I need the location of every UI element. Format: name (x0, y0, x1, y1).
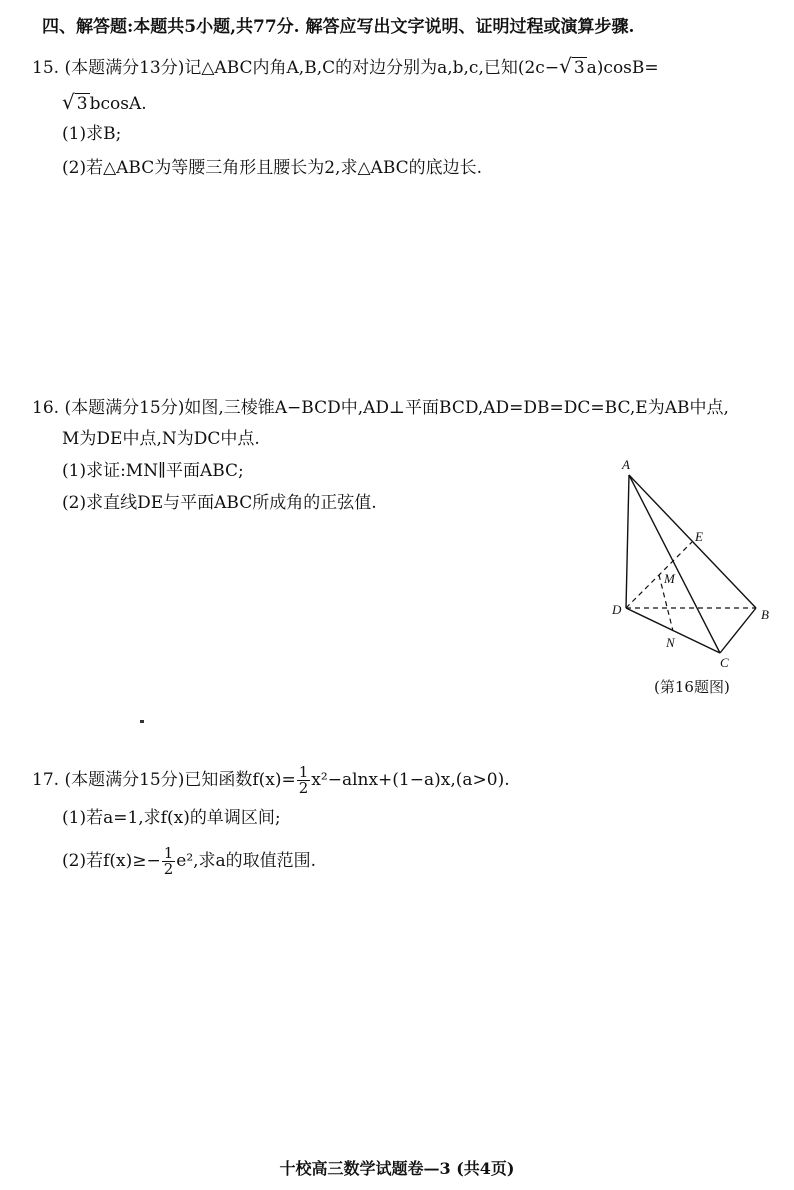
q16-stem-line1 (32, 397, 729, 419)
label-N: N (666, 635, 675, 650)
edge-CB (720, 608, 756, 653)
q15-stem-c: bcosA. (89, 94, 147, 114)
q16-number: 16. (32, 398, 60, 418)
q17-frac-den: 2 (298, 779, 309, 797)
q15-sqrt-2-value: 3 (76, 94, 88, 114)
stray-mark (140, 720, 144, 723)
q15-stem-line2 (62, 91, 147, 115)
edge-AD (626, 475, 629, 608)
q15-stem-b: a)cosB= (586, 58, 659, 78)
q15-stem-line1 (32, 55, 659, 79)
q17-part2 (62, 846, 316, 877)
figure-caption: (第16题图) (654, 678, 730, 696)
q16-stem2: M为DE中点,N为DC中点. (62, 429, 260, 449)
q17-part2-frac-den: 2 (163, 860, 174, 878)
q15-sqrt: √ 3 (559, 54, 585, 78)
q15-number: 15. (32, 58, 60, 78)
q17-part1: (1)若a=1,求f(x)的单调区间; (62, 808, 281, 828)
label-M: M (664, 571, 675, 586)
q17-stem-b: x²−alnx+(1−a)x,(a>0). (311, 770, 510, 790)
label-B: B (761, 607, 769, 622)
q17-part2-b: e²,求a的取值范围. (176, 851, 317, 871)
q16-part2: (2)求直线DE与平面ABC所成角的正弦值. (62, 493, 377, 513)
q17-part2-a: (2)若f(x)≥− (62, 851, 161, 871)
q17-number: 17. (32, 770, 60, 790)
q16-points: (本题满分15分) (64, 398, 185, 418)
section-header: 四、解答题:本题共5小题,共77分. 解答应写出文字说明、证明过程或演算步骤. (42, 17, 635, 37)
label-C: C (720, 655, 729, 670)
q16-stem1: 如图,三棱锥A−BCD中,AD⊥平面BCD,AD=DB=DC=BC,E为AB中点, (184, 398, 729, 418)
q15-sqrt-2: √ 3 (62, 90, 88, 114)
label-A: A (622, 457, 630, 472)
tetrahedron-figure (604, 455, 784, 675)
q15-part2: (2)若△ABC为等腰三角形且腰长为2,求△ABC的底边长. (62, 158, 483, 178)
q15-sqrt-value: 3 (573, 58, 585, 78)
edge-AB (629, 475, 756, 608)
q15-stem-a: 记△ABC内角A,B,C的对边分别为a,b,c,已知(2c− (184, 58, 560, 78)
page-footer: 十校高三数学试题卷—3 (共4页) (279, 1159, 515, 1178)
q17-half-fraction (297, 765, 311, 796)
label-D: D (612, 602, 622, 617)
edge-AC (629, 475, 720, 653)
q17-part2-fraction (162, 846, 176, 877)
q17-frac-num: 1 (298, 763, 309, 781)
q15-part1: (1)求B; (62, 124, 122, 144)
q17-part2-frac-num: 1 (163, 844, 174, 862)
q16-part1: (1)求证:MN∥平面ABC; (62, 461, 244, 481)
q17-stem-line1 (32, 765, 510, 796)
q15-points: (本题满分13分) (64, 58, 185, 78)
q17-stem-a: 已知函数f(x)= (184, 770, 296, 790)
label-E: E (695, 529, 703, 544)
q17-points: (本题满分15分) (64, 770, 185, 790)
